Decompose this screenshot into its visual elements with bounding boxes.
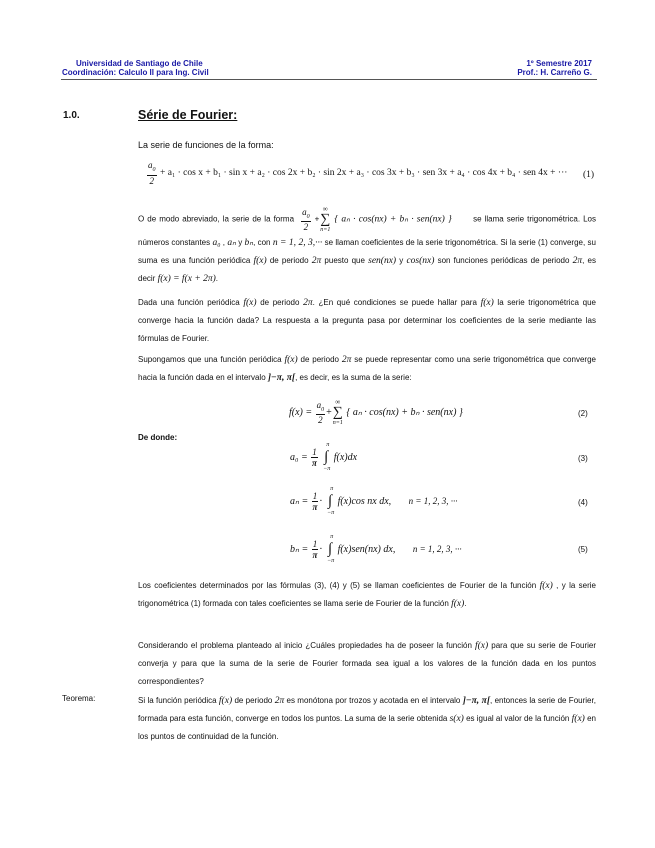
section-title: Série de Fourier: [138, 108, 238, 122]
intro-text: La serie de funciones de la forma: [138, 140, 274, 150]
summation-symbol: ∞ ∑ n=1 [320, 205, 331, 233]
integral-symbol: ∫ π −π [323, 442, 331, 472]
header-left [62, 59, 209, 77]
theorem-label: Teorema: [62, 694, 96, 703]
de-donde-label: De donde: [138, 433, 178, 442]
equation-number-1: (1) [583, 170, 595, 180]
equation-number-2: (2) [578, 409, 588, 418]
series-equation [146, 160, 567, 186]
paragraph-question: Dada una función periódica f(x) de periodo 2π. ¿En qué condiciones se puede hallar para f(x) la serie trigonométrica que converge hacia la función dada? La respuesta a la pregunta pasa por determinar los coeficientes de la serie mediante las fórmulas de Fourier. [138, 298, 596, 343]
integral-symbol: ∫ π −π [327, 534, 335, 564]
series-terms: + a₁ · cos x + b₁ · sin x + a₂ · cos 2x + b₂ · sin 2x + a₃ · cos 3x + b₃ · sen 3x + a₄ · cos 4x + b₄ · sen 4x + ··· [160, 168, 568, 179]
header-right [517, 59, 592, 77]
professor-label: Prof.: H. Carreño G. [517, 68, 592, 77]
paragraph-coefficients: Los coeficientes determinados por las fórmulas (3), (4) y (5) se llaman coeficientes de Fourier de la función f(x) , y la serie trigonométrica (1) formada con tales coeficientes se llama serie de Fourier de la función f(x). [138, 581, 596, 609]
equation-number-5: (5) [578, 545, 588, 554]
coordination-line: Coordinación: Calculo II para Ing. Civil [62, 68, 209, 77]
equation-number-4: (4) [578, 498, 588, 507]
a0-over-2-fraction: $\frac{a_0}{2}$ [302, 206, 310, 233]
summation-symbol: ∞ ∑ n=1 [332, 398, 343, 426]
paragraph-convergence-question: Considerando el problema planteado al inicio ¿Cuáles propiedades ha de poseer la función f(x) para que su serie de Fourier converja y para que la suma de la serie de Fourier formada sea igual a los valores de la función dada en los puntos correspondientes? [138, 641, 596, 686]
header-divider [61, 79, 597, 80]
university-name: Universidad de Santiago de Chile [76, 59, 203, 68]
an-coefficient-formula: aₙ = $\frac{1}{\pi}$ · ∫ π −π f(x)cos nx dx, n = 1, 2, 3, ··· [290, 486, 458, 516]
equation-number-3: (3) [578, 454, 588, 463]
bn-coefficient-formula: bₙ = $\frac{1}{\pi}$ · ∫ π −π f(x)sen(nx) dx, n = 1, 2, 3, ··· [290, 534, 462, 564]
section-number: 1.0. [63, 110, 80, 121]
paragraph-suppose: Supongamos que una función periódica f(x) de periodo 2π se puede representar como una serie trigonométrica que converge hacia la función dada en el intervalo ]−π, π[, es decir, es la suma de la serie: [138, 355, 596, 383]
semester-label: 1º Semestre 2017 [526, 59, 592, 68]
fourier-series-equation: f(x) = $\frac{a_0}{2}$ + ∞ ∑ n=1 { aₙ · cos(nx) + bₙ · sen(nx) } [289, 398, 463, 426]
integral-symbol: ∫ π −π [327, 486, 335, 516]
paragraph-definition: O de modo abreviado, la serie de la forma $\frac{a_0}{2}$ + ∞ ∑ n=1 { aₙ · cos(nx) + bₙ · sen(nx) } se llama serie trigonométrica. Los números constantes a₀ , aₙ y bₙ, con n = 1, 2, 3,··· se llaman coeficientes de la serie trigonométrica. Si la serie (1) converge, su suma es una función periódica f(x) de periodo 2π puesto que sen(nx) y cos(nx) son funciones periódicas de periodo 2π, es decir f(x) = f(x + 2π). [138, 205, 597, 284]
a0-coefficient-formula: a₀ = $\frac{1}{\pi}$ ∫ π −π f(x)dx [290, 442, 358, 472]
a0-over-2-fraction: $\frac{a_0}{2}$ [148, 160, 156, 186]
theorem-statement: Si la función periódica f(x) de periodo 2π es monótona por trozos y acotada en el intervalo ]−π, π[, entonces la serie de Fourier, formada para esta función, converge en todos los puntos. La suma de la serie obtenida s(x) es igual al valor de la función f(x) en los puntos de continuidad de la función. [138, 696, 596, 741]
